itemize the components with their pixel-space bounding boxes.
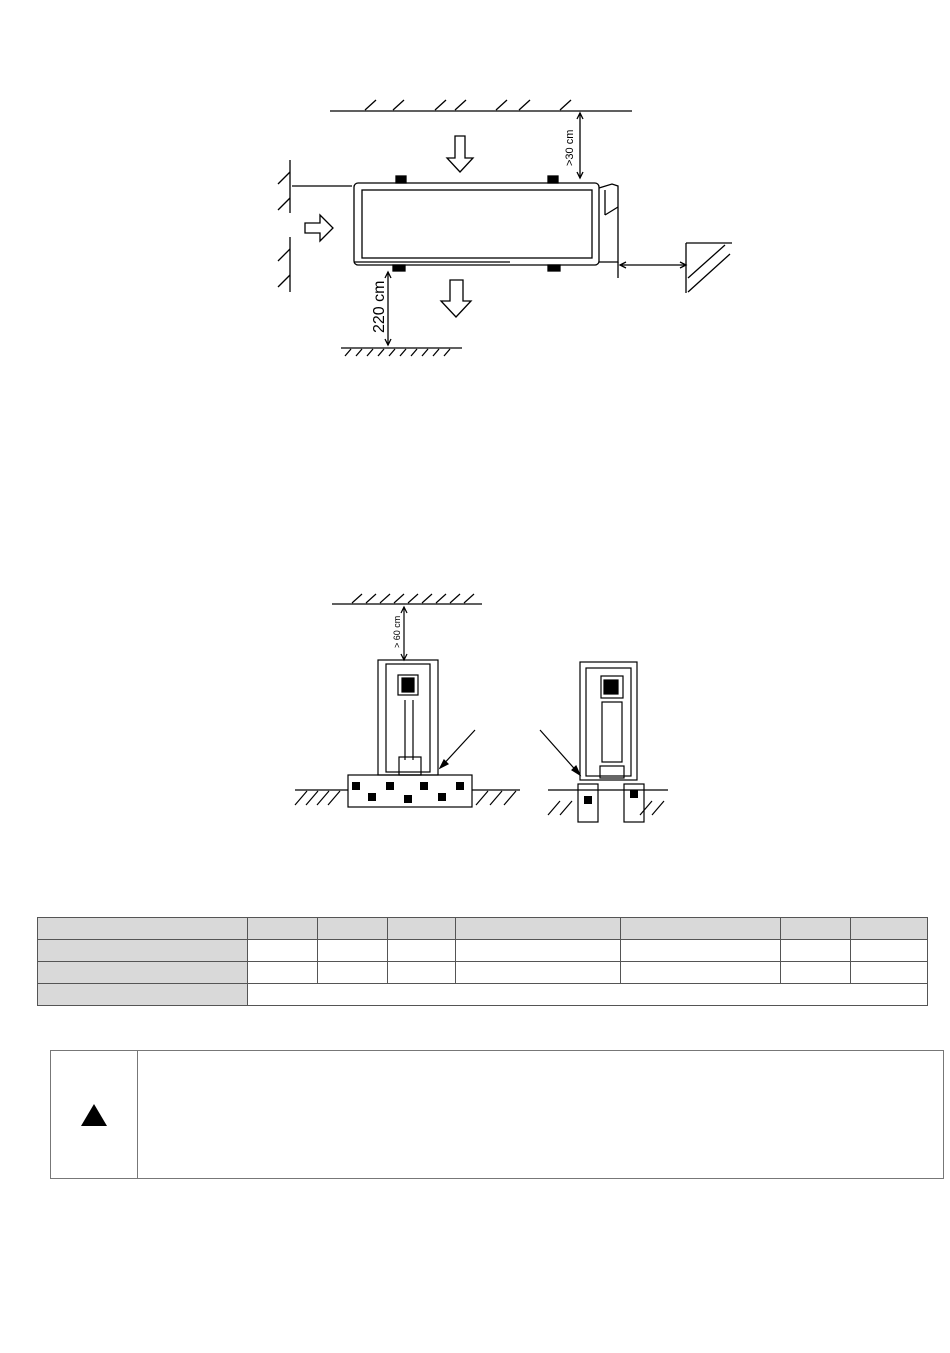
dim-label-floor: 220 cm <box>371 280 388 333</box>
table-cell <box>38 918 248 940</box>
floor-hatch <box>345 349 450 356</box>
warning-icon-cell <box>51 1051 138 1178</box>
left-wall-hatch <box>278 172 290 287</box>
table-cell <box>248 918 318 940</box>
table-cell <box>781 962 851 984</box>
table-cell <box>388 962 456 984</box>
table-cell <box>781 940 851 962</box>
airflow-in-side-arrow <box>305 215 333 241</box>
table-cell <box>456 918 621 940</box>
outdoor-unit-clearance-diagram <box>0 570 950 840</box>
table-cell <box>621 918 781 940</box>
ceiling-hatch <box>365 100 571 110</box>
table-cell <box>851 918 928 940</box>
table-row <box>38 940 928 962</box>
table-cell <box>851 962 928 984</box>
table-cell <box>318 940 388 962</box>
indoor-unit-clearance-diagram <box>0 0 950 400</box>
table-row <box>38 984 928 1006</box>
ceiling-hatch-2 <box>352 594 474 603</box>
warning-box <box>50 1050 944 1179</box>
airflow-in-top-arrow <box>447 136 473 172</box>
table-cell <box>781 918 851 940</box>
table-cell <box>456 962 621 984</box>
table-cell <box>38 940 248 962</box>
ground-hatch-right <box>548 801 664 815</box>
concrete-texture <box>352 782 638 804</box>
table-cell <box>38 962 248 984</box>
table-cell <box>851 940 928 962</box>
table-cell <box>388 940 456 962</box>
table-cell <box>318 962 388 984</box>
table-cell <box>248 984 928 1006</box>
table-cell <box>248 940 318 962</box>
table-cell <box>456 940 621 962</box>
right-wall-hatch <box>688 245 730 292</box>
table-row <box>38 962 928 984</box>
warning-text <box>138 1051 943 1178</box>
table-cell <box>388 918 456 940</box>
dim-label-top: >30 cm <box>564 129 576 166</box>
table-cell <box>248 962 318 984</box>
table-header-row <box>38 918 928 940</box>
airflow-out-arrow <box>441 280 471 317</box>
spec-table <box>37 917 928 1006</box>
warning-triangle-icon <box>79 1102 109 1128</box>
table-cell <box>318 918 388 940</box>
table-cell <box>38 984 248 1006</box>
indoor-unit-body <box>354 183 599 265</box>
dim-label-outdoor-top: > 60 cm <box>392 615 402 648</box>
table-cell <box>621 962 781 984</box>
outdoor-unit-front <box>378 660 438 775</box>
table-cell <box>621 940 781 962</box>
